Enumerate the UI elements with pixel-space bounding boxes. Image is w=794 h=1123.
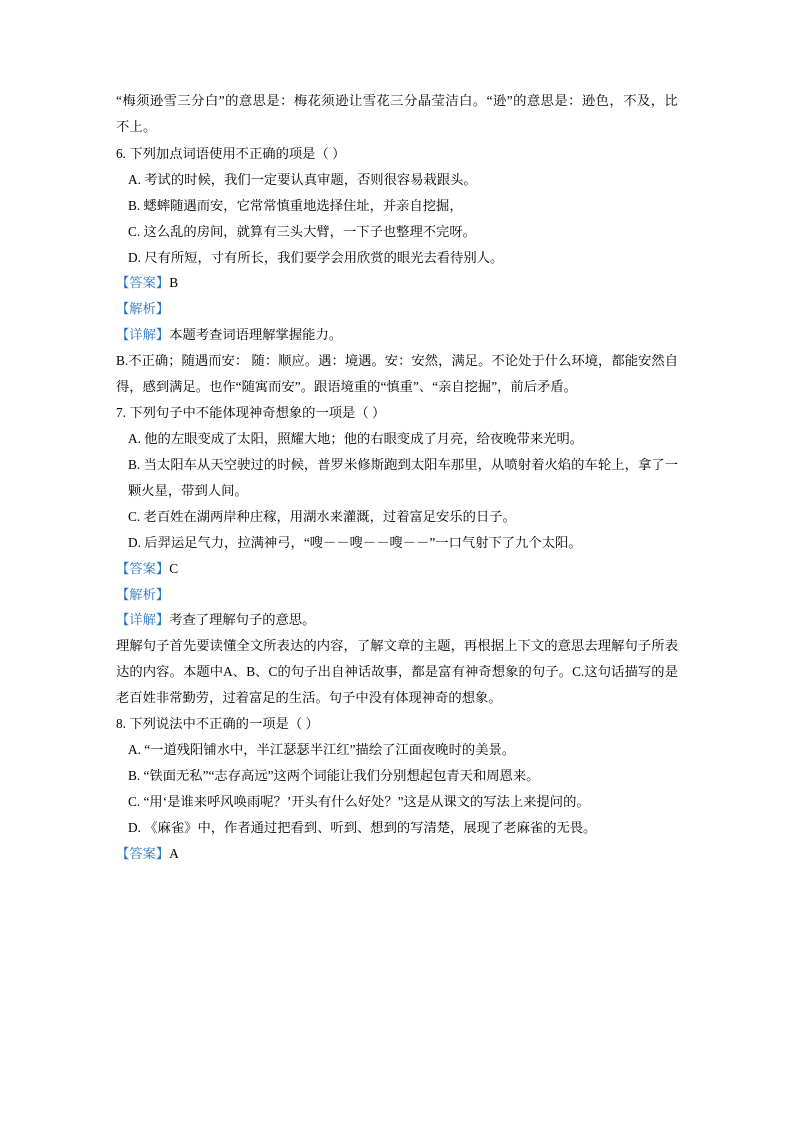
detail-text: 本题考查词语理解掌握能力。 xyxy=(169,327,343,343)
option-label: D. xyxy=(128,819,141,835)
option-8-b xyxy=(116,763,678,789)
option-label: B. xyxy=(128,456,141,472)
option-6-b xyxy=(116,193,678,219)
option-label: D. xyxy=(128,249,141,265)
detail-tag: 【详解】 xyxy=(116,327,170,343)
option-label: D. xyxy=(128,534,141,550)
option-7-b xyxy=(116,452,678,504)
option-label: C. xyxy=(128,223,141,239)
option-6-a xyxy=(116,167,678,193)
question-number-6: 6. xyxy=(116,145,126,161)
option-text: 当太阳车从天空驶过的时候，普罗米修斯跑到太阳车那里，从喷射着火焰的车轮上，拿了一颗火星，带到人间。 xyxy=(128,456,678,498)
analysis-line-6 xyxy=(116,296,678,322)
answer-line-8 xyxy=(116,841,678,867)
option-text: 老百姓在湖两岸种庄稼，用湖水来灌溉，过着富足安乐的日子。 xyxy=(143,508,516,524)
option-8-c xyxy=(116,789,678,815)
option-7-d xyxy=(116,530,678,556)
question-number-7: 7. xyxy=(116,405,126,421)
option-6-c xyxy=(116,219,678,245)
question-text-6: 下列加点词语使用不正确的项是（ ） xyxy=(129,145,346,161)
option-label: A. xyxy=(128,430,141,446)
option-7-a xyxy=(116,426,678,452)
option-label: B. xyxy=(128,197,141,213)
explanation-7: 理解句子首先要读懂全文所表达的内容，了解文章的主题，再根据上下文的意思去理解句子所表达的内容。本题中A、B、C的句子出自神话故事，都是富有神奇想象的句子。C.这句话描写的是老百姓非常勤劳，过着富足的生活。句子中没有体现神奇的想象。 xyxy=(116,638,678,706)
option-text: “一道残阳铺水中，半江瑟瑟半江红”描绘了江面夜晚时的美景。 xyxy=(144,742,516,758)
answer-value: B xyxy=(169,275,179,291)
option-text: 尺有所短，寸有所长，我们要学会用欣赏的眼光去看待别人。 xyxy=(144,249,504,265)
question-stem-7 xyxy=(116,400,678,426)
option-6-d xyxy=(116,245,678,271)
answer-tag: 【答案】 xyxy=(116,275,170,291)
question-text-7: 下列句子中不能体现神奇想象的一项是（ ） xyxy=(129,405,386,421)
option-text: 后羿运足气力，拉满神弓，“嗖－－嗖－－嗖－－”一口气射下了九个太阳。 xyxy=(144,534,582,550)
detail-text: 考查了理解句子的意思。 xyxy=(169,612,316,628)
answer-value: A xyxy=(169,845,179,861)
option-7-c xyxy=(116,504,678,530)
analysis-tag: 【解析】 xyxy=(116,301,170,317)
option-text: “铁面无私”“志存高远”这两个词能让我们分别想起包青天和周恩来。 xyxy=(143,767,540,783)
option-label: B. xyxy=(128,767,141,783)
answer-tag: 【答案】 xyxy=(116,560,170,576)
question-block-6 xyxy=(116,141,678,400)
option-text: 这么乱的房间，就算有三头大臂，一下子也整理不完呀。 xyxy=(143,223,476,239)
option-text: 他的左眼变成了太阳，照耀大地；他的右眼变成了月亮，给夜晚带来光明。 xyxy=(144,430,584,446)
answer-line-6 xyxy=(116,270,678,296)
detail-line-6 xyxy=(116,322,678,348)
answer-value: C xyxy=(169,560,179,576)
question-stem-6 xyxy=(116,141,678,167)
option-8-d xyxy=(116,815,678,841)
question-block-8 xyxy=(116,711,678,867)
analysis-tag: 【解析】 xyxy=(116,586,170,602)
option-label: A. xyxy=(128,171,141,187)
question-block-7 xyxy=(116,400,678,711)
question-stem-8 xyxy=(116,711,678,737)
option-text: 《麻雀》中，作者通过把看到、听到、想到的写清楚，展现了老麻雀的无畏。 xyxy=(144,819,597,835)
option-label: C. xyxy=(128,793,141,809)
explanation-6: B.不正确；随遇而安： 随：顺应。遇：境遇。安：安然，满足。不论处于什么环境，都能安然自得，感到满足。也作“随寓而安”。跟语境重的“慎重”、“亲自挖掘”，前后矛盾。 xyxy=(116,353,678,395)
detail-line-7 xyxy=(116,607,678,633)
option-label: C. xyxy=(128,508,141,524)
detail-tag: 【详解】 xyxy=(116,612,170,628)
option-label: A. xyxy=(128,742,141,758)
option-text: 蟋蟀随遇而安，它常常慎重地选择住址，并亲自挖掘， xyxy=(143,197,463,213)
question-number-8: 8. xyxy=(116,716,126,732)
question-text-8: 下列说法中不正确的一项是（ ） xyxy=(129,716,319,732)
option-8-a xyxy=(116,737,678,763)
option-text: 考试的时候，我们一定要认真审题，否则很容易栽跟头。 xyxy=(144,171,477,187)
answer-line-7 xyxy=(116,556,678,582)
option-text: “用‘是谁来呼风唤雨呢？’开头有什么好处？”这是从课文的写法上来提问的。 xyxy=(143,793,590,809)
analysis-line-7 xyxy=(116,582,678,608)
intro-paragraph: “梅须逊雪三分白”的意思是：梅花须逊让雪花三分晶莹洁白。“逊”的意思是：逊色，不及，比不上。 xyxy=(116,93,678,134)
answer-tag: 【答案】 xyxy=(116,845,170,861)
